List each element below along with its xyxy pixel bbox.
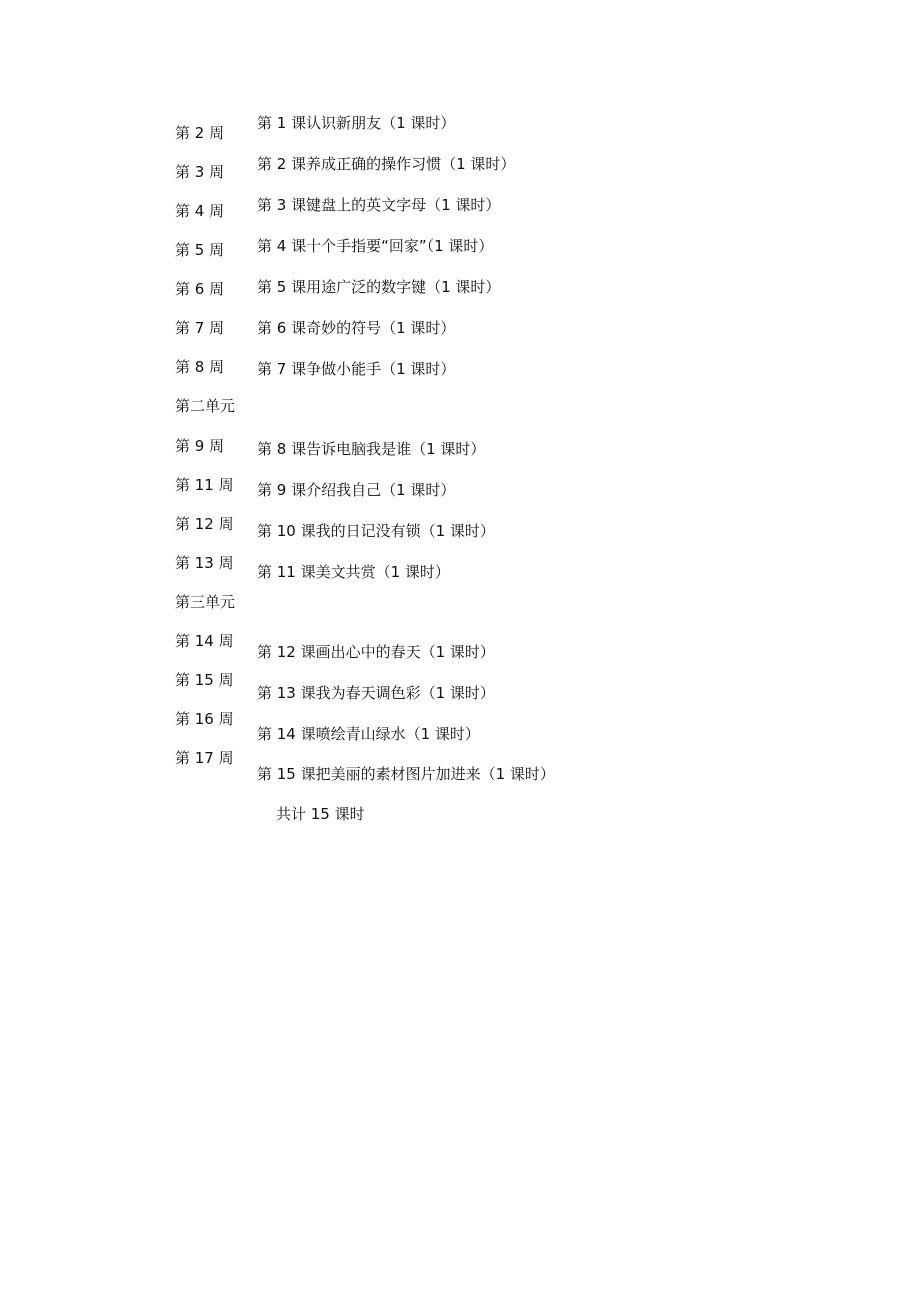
lesson-item: 第 2 课养成正确的操作习惯（1 课时）	[257, 155, 516, 173]
unit-heading: 第三单元	[175, 593, 236, 611]
week-label: 第 6 周	[175, 280, 225, 298]
week-label: 第 17 周	[175, 749, 234, 767]
lesson-item: 第 3 课键盘上的英文字母（1 课时）	[257, 196, 501, 214]
lesson-item: 第 4 课十个手指要“回家”（1 课时）	[257, 237, 494, 255]
lesson-item: 第 15 课把美丽的素材图片加进来（1 课时）	[257, 765, 555, 783]
week-label: 第 3 周	[175, 163, 225, 181]
week-label: 第 4 周	[175, 202, 225, 220]
lesson-item: 第 14 课喷绘青山绿水（1 课时）	[257, 725, 480, 743]
week-label: 第 2 周	[175, 124, 225, 142]
week-label: 第 8 周	[175, 358, 225, 376]
lesson-item: 第 1 课认识新朋友（1 课时）	[257, 114, 456, 132]
week-label: 第 7 周	[175, 319, 225, 337]
lesson-item: 第 13 课我为春天调色彩（1 课时）	[257, 684, 495, 702]
week-label: 第 15 周	[175, 671, 234, 689]
lesson-item: 第 9 课介绍我自己（1 课时）	[257, 481, 456, 499]
total-hours: 共计 15 课时	[276, 805, 365, 823]
week-label: 第 11 周	[175, 476, 234, 494]
lesson-item: 第 6 课奇妙的符号（1 课时）	[257, 319, 456, 337]
lesson-item: 第 12 课画出心中的春天（1 课时）	[257, 643, 495, 661]
lesson-item: 第 8 课告诉电脑我是谁（1 课时）	[257, 440, 486, 458]
week-label: 第 16 周	[175, 710, 234, 728]
lesson-item: 第 5 课用途广泛的数字键（1 课时）	[257, 278, 501, 296]
unit-heading: 第二单元	[175, 397, 236, 415]
lesson-item: 第 11 课美文共赏（1 课时）	[257, 563, 450, 581]
week-label: 第 14 周	[175, 632, 234, 650]
week-label: 第 5 周	[175, 241, 225, 259]
week-label: 第 12 周	[175, 515, 234, 533]
lesson-item: 第 10 课我的日记没有锁（1 课时）	[257, 522, 495, 540]
lesson-item: 第 7 课争做小能手（1 课时）	[257, 360, 456, 378]
week-label: 第 9 周	[175, 437, 225, 455]
week-label: 第 13 周	[175, 554, 234, 572]
